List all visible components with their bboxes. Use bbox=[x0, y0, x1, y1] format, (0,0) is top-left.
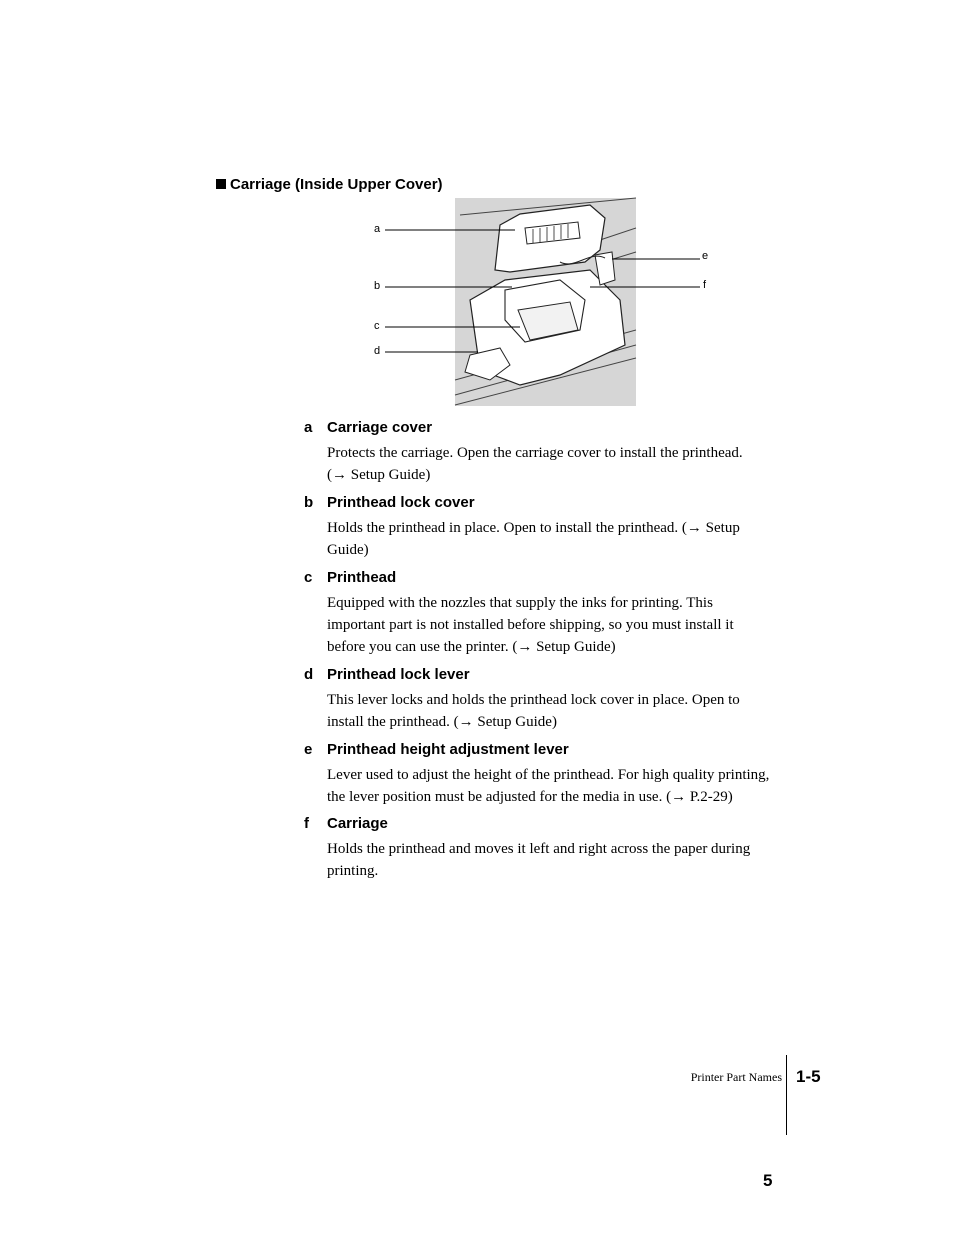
item-title: Carriage cover bbox=[327, 419, 433, 436]
description-line: Lever used to adjust the height of the printhead. For high quality printing, bbox=[327, 767, 770, 783]
item-letter: f bbox=[304, 815, 309, 832]
description-line: important part is not installed before shipping, so you must install it bbox=[327, 617, 734, 633]
part-item-printhead-lock-lever bbox=[304, 665, 784, 733]
item-title: Printhead bbox=[327, 569, 397, 586]
description-line: Holds the printhead and moves it left and right across the paper during bbox=[327, 841, 751, 857]
square-bullet-icon bbox=[216, 179, 226, 189]
item-title: Printhead lock cover bbox=[327, 494, 475, 511]
part-item-carriage bbox=[304, 814, 784, 882]
description-line: before you can use the printer. (→ Setup Guide) bbox=[327, 639, 616, 655]
footer-divider bbox=[786, 1055, 787, 1135]
description-line: printing. bbox=[327, 863, 379, 879]
item-description bbox=[327, 442, 784, 486]
item-description bbox=[327, 689, 784, 733]
item-title: Printhead lock lever bbox=[327, 666, 470, 683]
section-heading bbox=[216, 176, 443, 193]
carriage-illustration bbox=[0, 0, 954, 420]
item-letter: b bbox=[304, 494, 314, 511]
item-description bbox=[327, 592, 784, 658]
item-description bbox=[327, 764, 784, 808]
footer-section-number: 1-5 bbox=[796, 1067, 821, 1086]
callout-label-d: d bbox=[374, 345, 381, 357]
section-title: Carriage (Inside Upper Cover) bbox=[230, 176, 443, 193]
callout-label-a: a bbox=[374, 223, 381, 235]
item-letter: a bbox=[304, 419, 313, 436]
part-item-printhead-lock-cover bbox=[304, 493, 784, 561]
item-letter: e bbox=[304, 741, 313, 758]
item-letter: d bbox=[304, 666, 314, 683]
callout-label-c: c bbox=[374, 320, 380, 332]
part-item-printhead bbox=[304, 568, 784, 658]
page-number: 5 bbox=[763, 1171, 773, 1190]
description-line: (→ Setup Guide) bbox=[327, 467, 431, 483]
footer-chapter-title: Printer Part Names bbox=[690, 1070, 782, 1084]
item-letter: c bbox=[304, 569, 313, 586]
callout-label-b: b bbox=[374, 280, 381, 292]
item-title: Carriage bbox=[327, 815, 388, 832]
part-item-carriage-cover bbox=[304, 418, 784, 486]
part-item-printhead-height-adjustment-lever bbox=[304, 740, 784, 808]
callout-label-f: f bbox=[703, 279, 707, 291]
item-description bbox=[327, 517, 784, 561]
description-line: Equipped with the nozzles that supply the inks for printing. This bbox=[327, 595, 713, 611]
description-line: install the printhead. (→ Setup Guide) bbox=[327, 714, 557, 730]
description-line: This lever locks and holds the printhead lock cover in place. Open to bbox=[327, 692, 740, 708]
item-title: Printhead height adjustment lever bbox=[327, 741, 569, 758]
callout-label-e: e bbox=[702, 250, 709, 262]
item-description bbox=[327, 838, 784, 882]
description-line: Guide) bbox=[327, 542, 369, 558]
description-line: Protects the carriage. Open the carriage cover to install the printhead. bbox=[327, 445, 743, 461]
description-line: Holds the printhead in place. Open to install the printhead. (→ Setup bbox=[327, 520, 740, 536]
description-line: the lever position must be adjusted for the media in use. (→ P.2-29) bbox=[327, 789, 733, 805]
